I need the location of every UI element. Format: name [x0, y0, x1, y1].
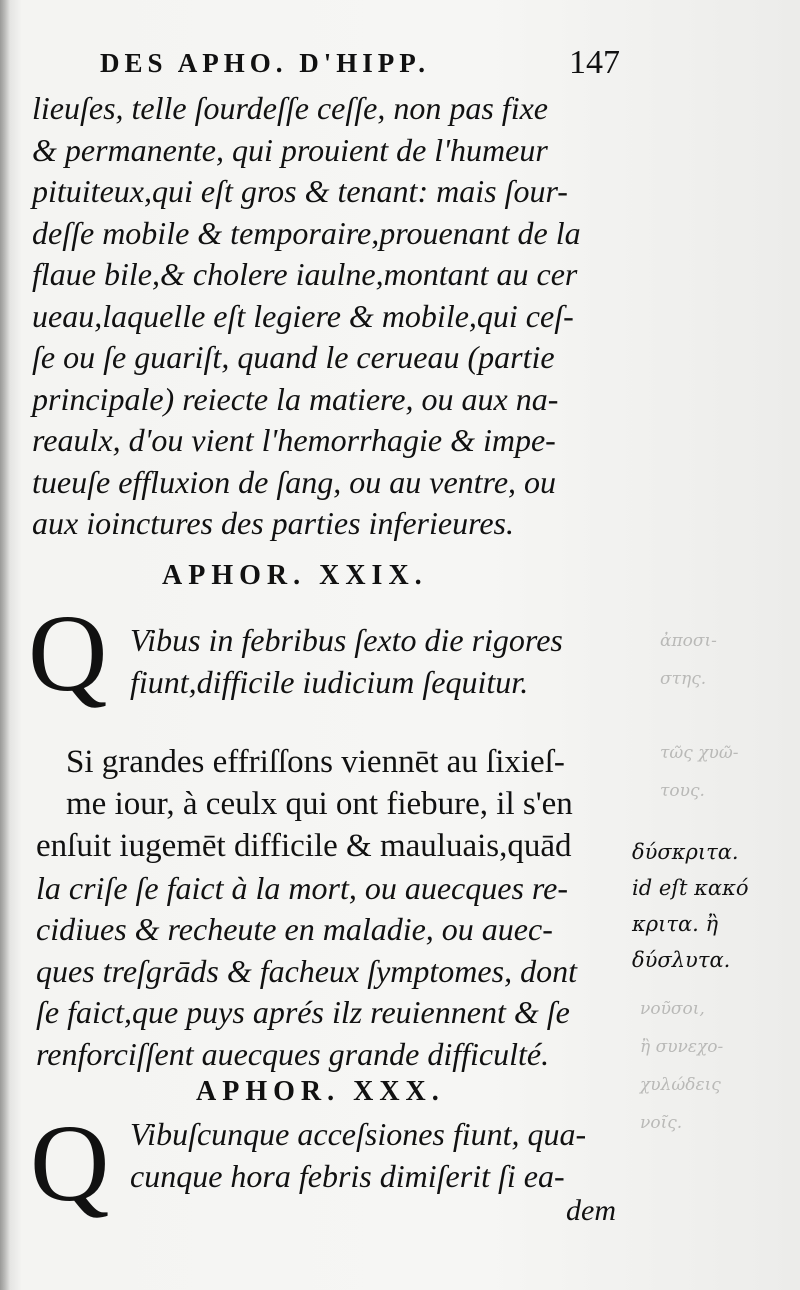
margin-word: νοῖς.: [640, 1113, 683, 1133]
margin-word: ἢ συνεχο-: [640, 1037, 724, 1057]
text-line: Vibuſcunque acceſsiones fiunt, qua-: [130, 1116, 587, 1152]
catchword: dem: [566, 1194, 616, 1227]
page-number: 147: [569, 44, 620, 81]
french-translation-cont: [36, 826, 626, 1075]
text-line: cidiues & recheute en maladie, ou auec-: [36, 911, 553, 947]
margin-notes-faint-lower: [640, 990, 800, 1142]
text-line: pituiteux,qui eſt gros & tenant: mais ſour-: [32, 173, 568, 209]
text-line: reaulx, d'ou vient l'hemorrhagie & impe-: [32, 422, 556, 458]
text-line: tueuſe effluxion de ſang, ou au ventre, ou: [32, 463, 557, 500]
text-line: renforciſſent auecques grande difficulté.: [36, 1035, 550, 1072]
text-line: deſſe mobile & temporaire,prouenant de la: [32, 214, 581, 251]
latin-aphorism: [130, 1114, 620, 1197]
text-line: ueau,laquelle eſt legiere & mobile,qui ceſ-: [32, 297, 574, 334]
text-line: cunque hora febris dimiſerit ſi ea-: [130, 1157, 565, 1194]
text-line: & permanente, qui prouient de l'humeur: [32, 131, 548, 168]
margin-word: δύσκριτα.: [632, 840, 739, 864]
text-line: principale) reiecte la matiere, ou aux na-: [32, 380, 559, 417]
text-line: la criſe ſe faict à la mort, ou auecques re-: [36, 869, 569, 906]
margin-word: ἀποσι-: [660, 631, 717, 651]
margin-word: δύσλυτα.: [632, 948, 731, 972]
margin-notes-faint: [660, 622, 800, 810]
gutter-shadow: [0, 0, 10, 1290]
french-translation: [66, 742, 626, 825]
margin-word: χυλώδεις: [640, 1075, 721, 1095]
text-line: Vibus in febribus ſexto die rigores: [130, 622, 563, 658]
aphorism-heading: APHOR. XXX.: [196, 1076, 445, 1107]
page-header: [100, 44, 620, 88]
text-line: fiunt,difficile iudicium ſequitur.: [130, 663, 529, 700]
margin-word: τους.: [660, 781, 705, 801]
margin-word: id eſt κακό: [632, 876, 749, 900]
drop-cap: Q: [30, 1102, 110, 1224]
text-line: aux ioinctures des parties inferieures.: [32, 505, 514, 541]
text-line: Si grandes effriſſons viennēt au ſixieſ-: [66, 744, 565, 780]
text-line: ſe ou ſe guariſt, quand le cerueau (partie: [32, 339, 555, 375]
text-line: me iour, à ceulx qui ont fiebure, il s'en: [66, 785, 573, 822]
aphorism-heading: APHOR. XXIX.: [162, 560, 428, 591]
text-line: ques treſgrāds & facheux ſymptomes, dont: [36, 952, 577, 989]
margin-word: κριτα. ἢ: [632, 912, 719, 936]
latin-aphorism: [130, 620, 620, 703]
drop-cap: Q: [28, 592, 108, 714]
text-line: lieuſes, telle ſourdeſſe ceſſe, non pas fixe: [32, 90, 548, 126]
margin-word: τῶς χυῶ-: [660, 743, 739, 763]
text-line: enſuit iugemēt difficile & mauluais,quād: [36, 828, 572, 864]
margin-word: στης.: [660, 669, 707, 689]
running-head: DES APHO. D'HIPP.: [100, 48, 431, 78]
text-line: ſe faict,que puys aprés ilz reuiennent & ſe: [36, 994, 570, 1030]
margin-word: νοῦσοι,: [640, 999, 705, 1019]
text-line: flaue bile,& cholere iaulne,montant au cer: [32, 256, 578, 292]
margin-note: [632, 834, 797, 978]
paragraph-continuation: [32, 88, 622, 545]
